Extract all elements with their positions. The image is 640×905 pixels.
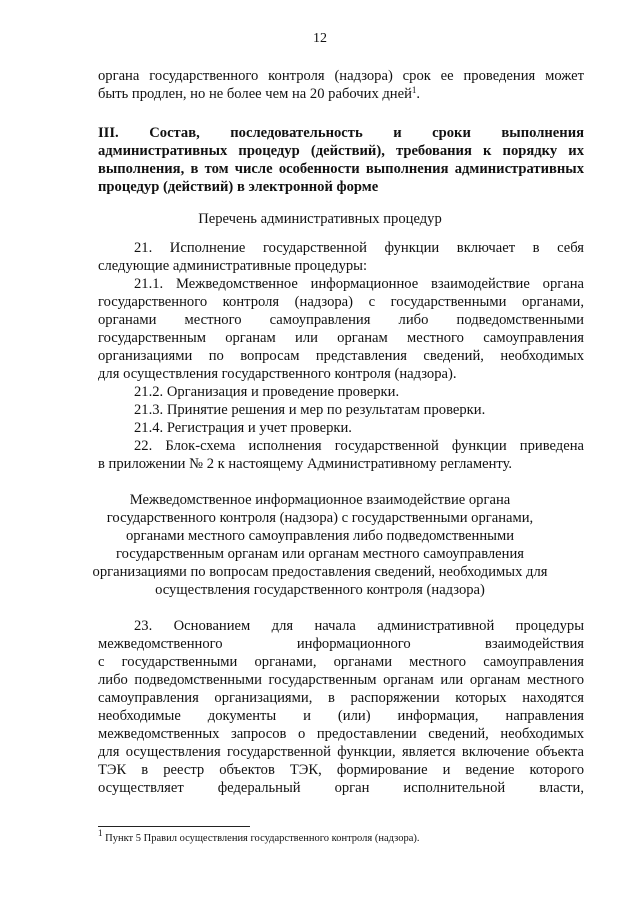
paragraph-line: необходимые документы и (или) информация, направления — [98, 708, 584, 724]
paragraph-21-2: 21.2. Организация и проведение проверки. — [134, 384, 400, 400]
paragraph-line: 22. Блок-схема исполнения государственной функции приведена — [134, 438, 584, 454]
footnote-divider — [98, 826, 250, 827]
paragraph-line: следующие административные процедуры: — [98, 258, 368, 274]
paragraph-line: в приложении № 2 к настоящему Административному регламенту. — [98, 456, 513, 472]
paragraph-line: либо подведомственными государственным органам или органам местного — [98, 672, 584, 688]
paragraph-line: для осуществления государственной функции, является включение объекта — [98, 744, 584, 760]
paragraph-line: государственным органам или органам местного самоуправления — [98, 330, 584, 346]
subheading-line: Межведомственное информационное взаимодействие органа — [129, 492, 511, 508]
footnote-reference[interactable]: 1 — [411, 85, 417, 95]
paragraph-21-4: 21.4. Регистрация и учет проверки. — [134, 420, 352, 436]
paragraph-21-3: 21.3. Принятие решения и мер по результатам проверки. — [134, 402, 486, 418]
paragraph-line: государственного контроля (надзора) с государственными органами, — [98, 294, 584, 310]
section-heading-line: процедур (действий) в электронной форме — [98, 179, 379, 195]
paragraph-line: осуществляет федеральный орган исполнительной власти, — [98, 780, 584, 796]
paragraph-line: межведомственного информационного взаимодействия — [98, 636, 584, 652]
paragraph-line: организациями по вопросам представления сведений, необходимых — [98, 348, 584, 364]
section-heading-line: административных процедур (действий), требования к порядку их — [98, 143, 584, 159]
footnote-mark: 1 — [98, 828, 103, 838]
paragraph-line: ТЭК в реестр объектов ТЭК, формирование и ведение которого — [98, 762, 584, 778]
subheading-line: организациями по вопросам предоставления сведений, необходимых для — [92, 564, 548, 580]
paragraph-line: межведомственных запросов о предоставлении сведений, необходимых — [98, 726, 584, 742]
footnote — [98, 828, 420, 844]
subheading-procedures-list: Перечень административных процедур — [198, 211, 442, 227]
paragraph-line: для осуществления государственного контроля (надзора). — [98, 366, 457, 382]
subheading-line: государственного контроля (надзора) с государственными органами, — [106, 510, 534, 526]
section-heading-line: III. Состав, последовательность и сроки выполнения — [98, 125, 584, 141]
paragraph-line: с государственными органами, органами местного самоуправления — [98, 654, 584, 670]
page-number: 12 — [313, 31, 327, 46]
subheading-line: осуществления государственного контроля (надзора) — [155, 582, 485, 598]
intro-line-2: быть продлен, но не более чем на 20 рабочих дней$^1$. — [98, 85, 421, 102]
paragraph-line: 21.1. Межведомственное информационное взаимодействие органа — [134, 276, 584, 292]
footnote-text: Пункт 5 Правил осуществления государственного контроля (надзора). — [102, 833, 420, 844]
paragraph-line: органами местного самоуправления либо подведомственными — [98, 312, 584, 328]
paragraph-line: самоуправления организациями, в распоряжении которых находятся — [98, 690, 584, 706]
paragraph-line: 21. Исполнение государственной функции включает в себя — [134, 240, 584, 256]
subheading-line: государственным органам или органам местного самоуправления — [116, 546, 524, 562]
paragraph-line: 23. Основанием для начала административной процедуры — [134, 618, 584, 634]
intro-line-1: органа государственного контроля (надзора) срок ее проведения может — [98, 68, 584, 84]
section-heading-line: выполнения, в том числе особенности выполнения административных — [98, 161, 584, 177]
subheading-line: органами местного самоуправления либо подведомственными — [125, 528, 515, 544]
